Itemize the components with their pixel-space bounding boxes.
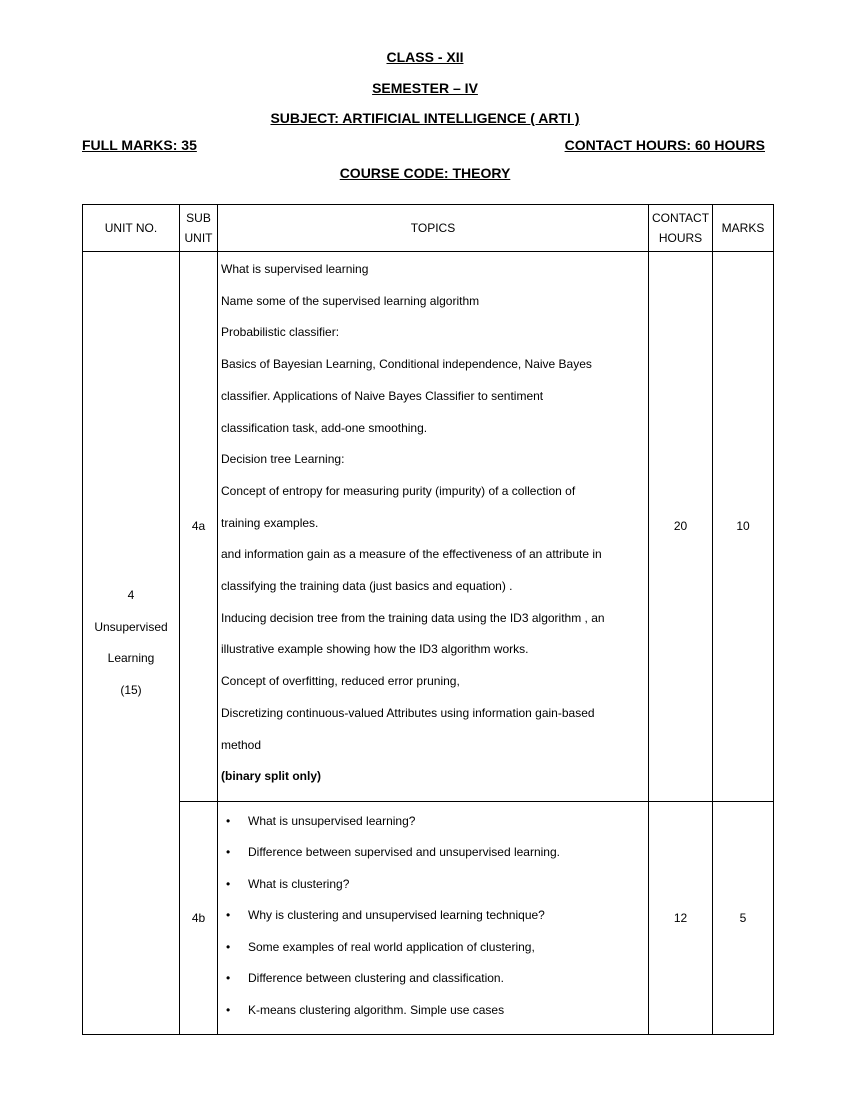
topic-line: (binary split only) — [221, 769, 322, 784]
contact-hours-4b: 12 — [649, 801, 713, 1035]
topic-line: Probabilistic classifier: — [221, 325, 340, 340]
sub-unit-4a: 4a — [180, 252, 218, 802]
list-item: • What is unsupervised learning? — [226, 806, 644, 838]
column-header-contact-hours: CONTACT HOURS — [649, 205, 713, 252]
list-item: • Some examples of real world application of clustering, — [226, 932, 644, 964]
topic-list — [226, 806, 644, 1027]
list-item: • Difference between supervised and unsupervised learning. — [226, 837, 644, 869]
unit-cell — [83, 252, 180, 1035]
syllabus-table — [82, 204, 774, 1035]
column-header-marks: MARKS — [713, 205, 774, 252]
column-header-topics: TOPICS — [218, 205, 649, 252]
topic-line: What is supervised learning — [221, 262, 369, 276]
bullet: • — [226, 971, 231, 986]
topics-4a — [218, 252, 649, 802]
topic-line: Decision tree Learning: — [221, 452, 345, 467]
bullet: • — [226, 939, 231, 954]
bullet: • — [226, 845, 231, 860]
unit-number: 4 — [127, 588, 135, 603]
full-marks-label: FULL MARKS: 35 — [82, 137, 197, 153]
topic-line: Concept of overfitting, reduced error pruning, — [221, 674, 460, 689]
class-heading: CLASS - XII — [386, 49, 464, 65]
table-header-row — [83, 205, 774, 252]
topic-line: Discretizing continuous-valued Attributes using information gain-based — [221, 705, 595, 720]
subject-heading: SUBJECT: ARTIFICIAL INTELLIGENCE ( ARTI ) — [270, 110, 580, 126]
contact-hours-4a: 20 — [649, 252, 713, 802]
table-row-4a — [83, 252, 774, 802]
marks-4a: 10 — [713, 252, 774, 802]
topic-line: Concept of entropy for measuring purity (impurity) of a collection of — [221, 483, 576, 498]
column-header-sub-unit: SUB UNIT — [180, 205, 218, 252]
topic-line: illustrative example showing how the ID3 algorithm works. — [221, 642, 529, 657]
course-code-heading: COURSE CODE: THEORY — [339, 165, 511, 181]
semester-heading: SEMESTER – IV — [372, 80, 478, 96]
list-item: • K-means clustering algorithm. Simple use cases — [226, 995, 644, 1027]
bullet: • — [226, 813, 231, 828]
bullet: • — [226, 1002, 231, 1017]
topic-line: Inducing decision tree from the training data using the ID3 algorithm , an — [221, 610, 605, 625]
column-header-unit-no: UNIT NO. — [83, 205, 180, 252]
table-row-4b — [83, 801, 774, 1035]
unit-name-line-1: Unsupervised — [94, 619, 168, 634]
sub-unit-4b: 4b — [180, 801, 218, 1035]
topic-line: and information gain as a measure of the effectiveness of an attribute in — [221, 547, 602, 562]
topic-line: Basics of Bayesian Learning, Conditional independence, Naive Bayes — [221, 357, 592, 372]
contact-hours-label: CONTACT HOURS: 60 HOURS — [564, 137, 765, 153]
list-item: • Why is clustering and unsupervised learning technique? — [226, 900, 644, 932]
list-item: • What is clustering? — [226, 869, 644, 901]
marks-4b: 5 — [713, 801, 774, 1035]
topic-line: Name some of the supervised learning algorithm — [221, 293, 480, 308]
topic-line: classifier. Applications of Naive Bayes Classifier to sentiment — [221, 388, 544, 403]
list-item: • Difference between clustering and classification. — [226, 963, 644, 995]
topic-line: classification task, add-one smoothing. — [221, 420, 428, 435]
bullet: • — [226, 908, 231, 923]
unit-marks: (15) — [120, 682, 142, 697]
topic-line: classifying the training data (just basics and equation) . — [221, 579, 513, 594]
topics-4b — [218, 801, 649, 1035]
topic-line: method — [221, 737, 262, 752]
topic-line: training examples. — [221, 515, 319, 530]
unit-name-line-2: Learning — [107, 651, 155, 666]
bullet: • — [226, 876, 231, 891]
